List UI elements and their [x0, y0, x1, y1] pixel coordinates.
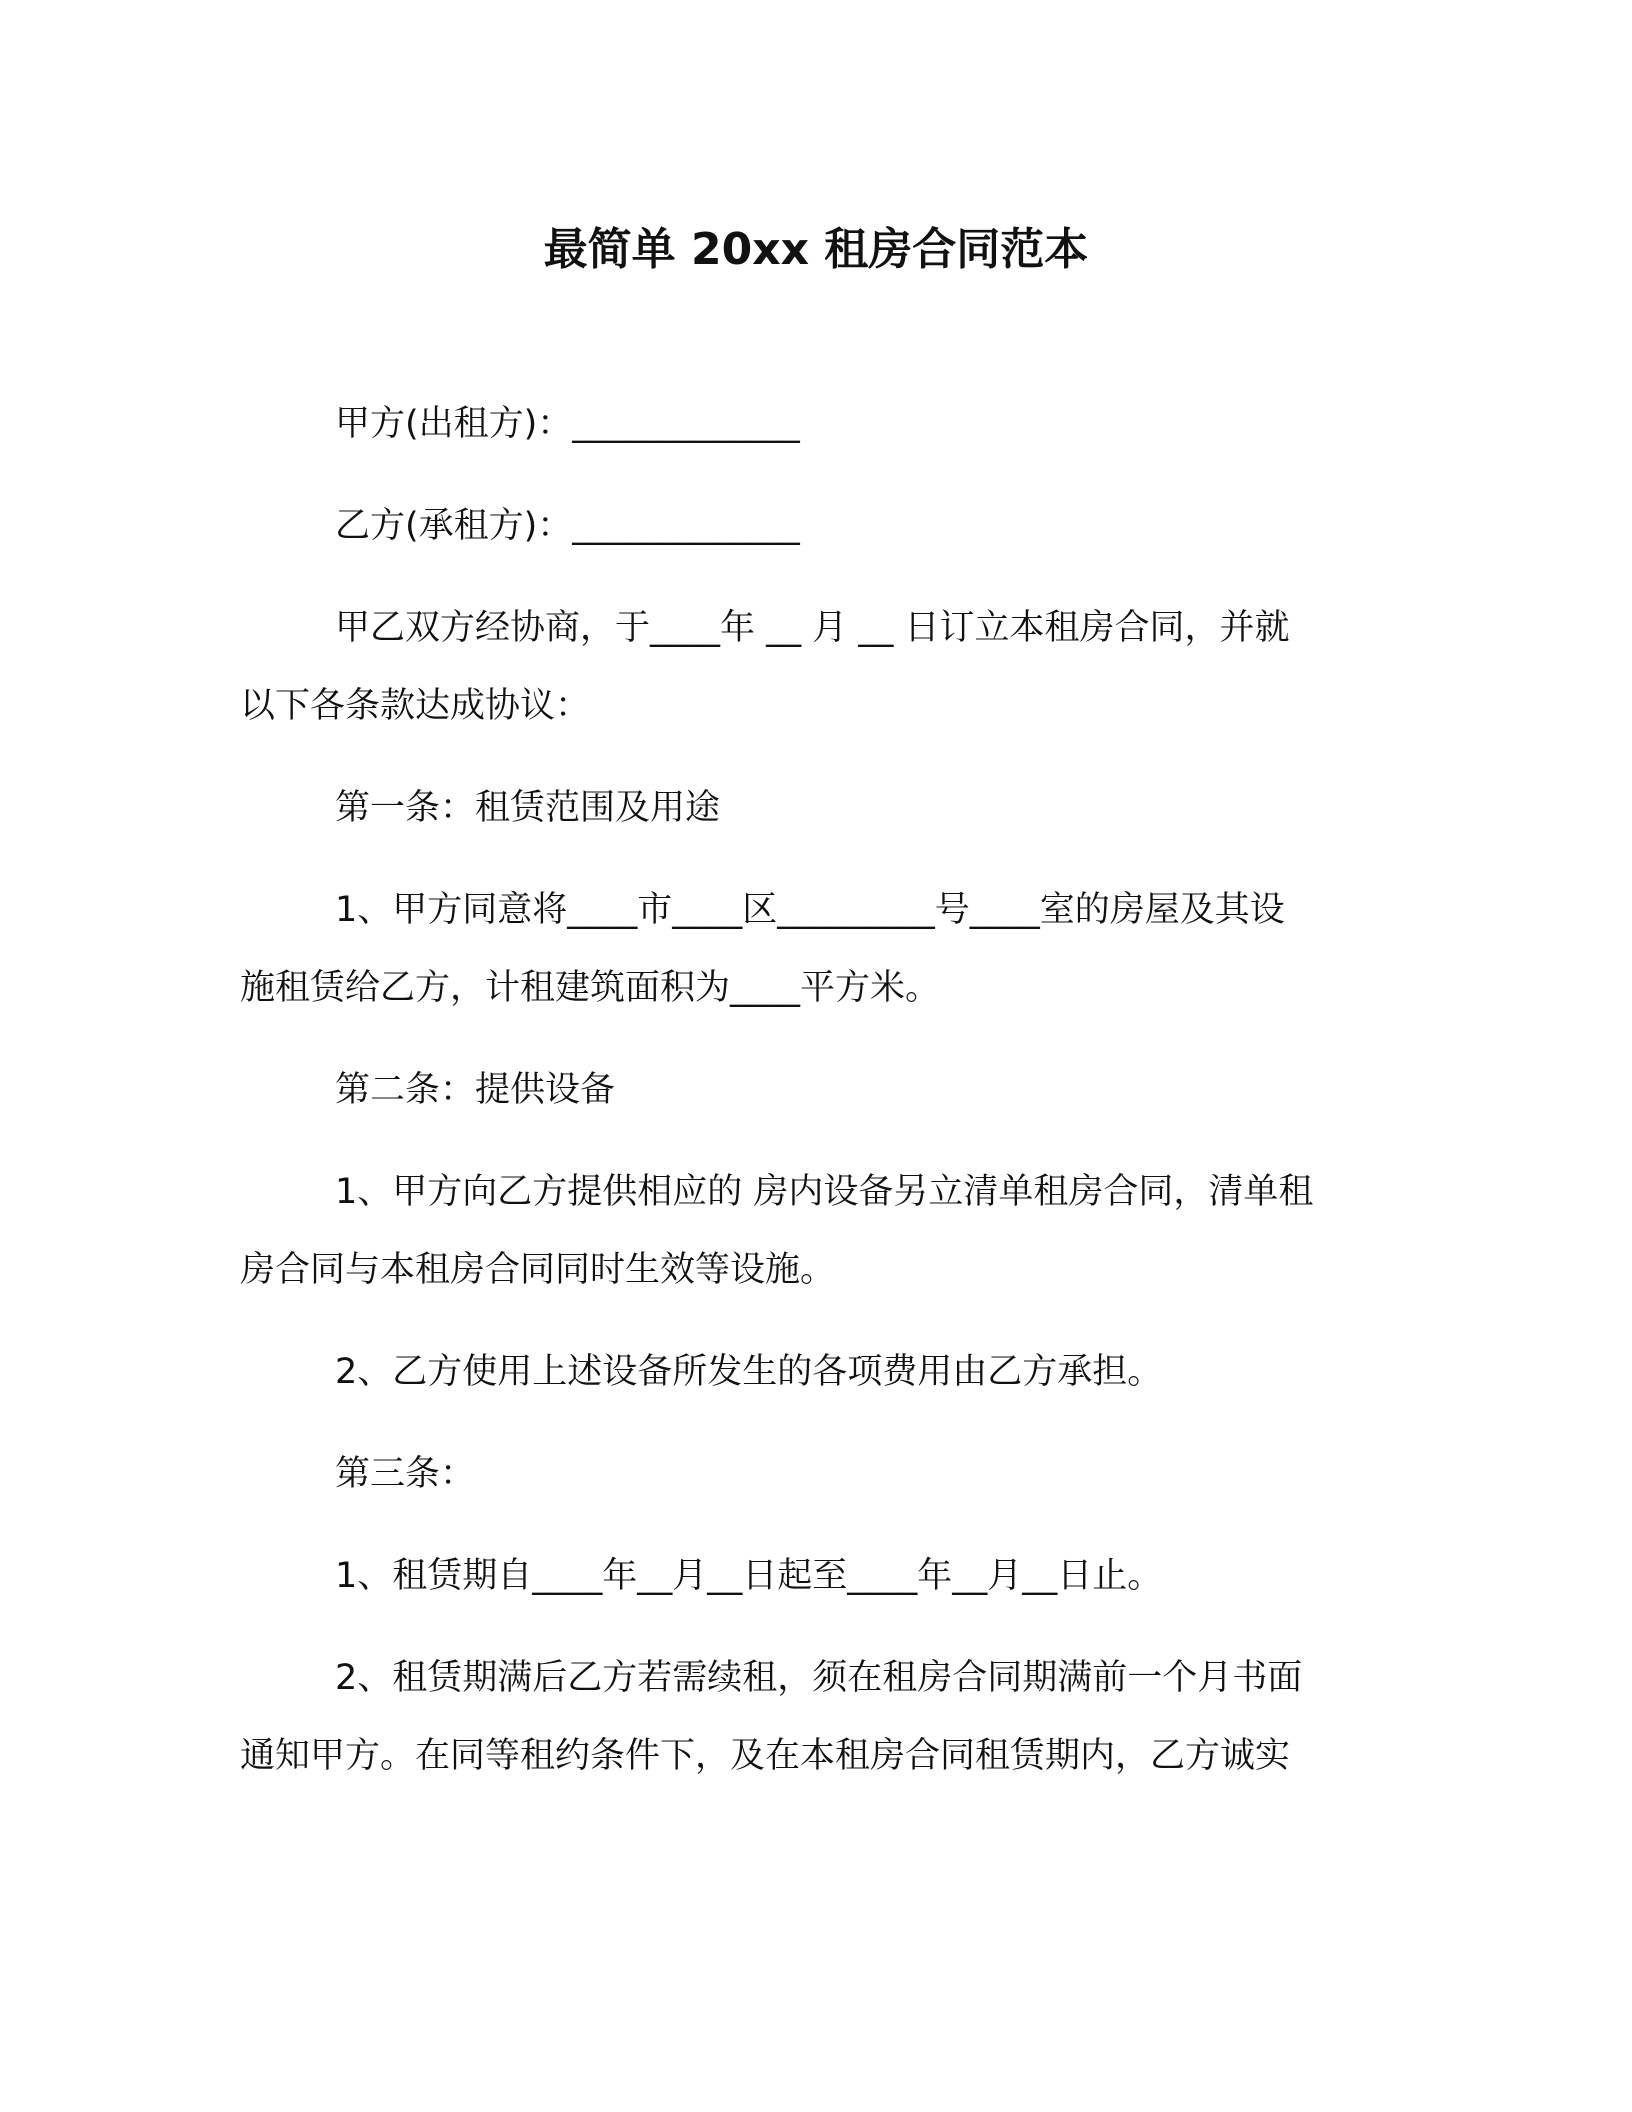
party-a-line: 甲方(出租方)：_____________: [335, 404, 800, 444]
article-two-item-2: 2、乙方使用上述设备所发生的各项费用由乙方承担。: [335, 1352, 1163, 1392]
article-three-item-2-line-2: 通知甲方。在同等租约条件下，及在本租房合同租赁期内，乙方诚实: [240, 1736, 1291, 1776]
article-two-item-1-line-1: 1、甲方向乙方提供相应的 房内设备另立清单租房合同，清单租: [335, 1172, 1314, 1212]
article-three-item-1: 1、租赁期自____年__月__日起至____年__月__日止。: [335, 1556, 1163, 1596]
article-three-heading: 第三条：: [335, 1454, 476, 1494]
article-one-item-1-line-1: 1、甲方同意将____市____区_________号____室的房屋及其设: [335, 890, 1285, 930]
article-three-item-2-line-1: 2、租赁期满后乙方若需续租，须在租房合同期满前一个月书面: [335, 1658, 1303, 1698]
document-title: 最简单 20xx 租房合同范本: [543, 224, 1089, 275]
party-b-line: 乙方(承租方)：_____________: [335, 506, 800, 546]
article-one-item-1-line-2: 施租赁给乙方，计租建筑面积为____平方米。: [240, 968, 941, 1008]
article-two-item-1-line-2: 房合同与本租房合同同时生效等设施。: [240, 1250, 836, 1290]
agreement-paragraph-line-1: 甲乙双方经协商，于____年 __ 月 __ 日订立本租房合同，并就: [335, 608, 1290, 648]
article-two-heading: 第二条：提供设备: [335, 1070, 616, 1110]
article-one-heading: 第一条：租赁范围及用途: [335, 788, 721, 828]
agreement-paragraph-line-2: 以下各条款达成协议：: [240, 686, 591, 726]
